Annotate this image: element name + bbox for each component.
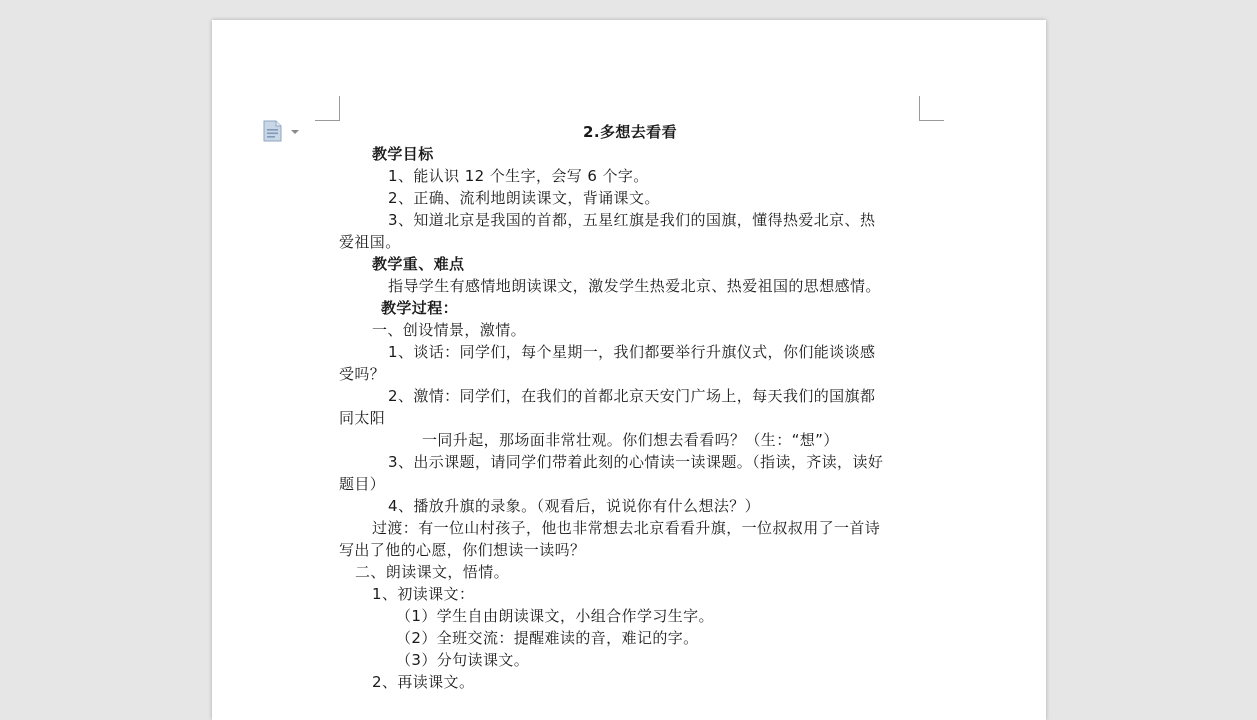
section-heading: 一、创设情景，激情。 [372, 321, 527, 339]
paragraph: （1）学生自由朗读课文，小组合作学习生字。 [396, 607, 714, 625]
heading-key-points: 教学重、难点 [372, 255, 465, 273]
heading-process: 教学过程： [381, 299, 459, 317]
paragraph: 1、谈话：同学们，每个星期一，我们都要举行升旗仪式，你们能谈谈感 [388, 343, 876, 361]
paragraph: 指导学生有感情地朗读课文，激发学生热爱北京、热爱祖国的思想感情。 [388, 277, 881, 295]
paragraph: 2、正确、流利地朗读课文，背诵课文。 [388, 189, 660, 207]
paragraph: 2、激情：同学们，在我们的首都北京天安门广场上，每天我们的国旗都 [388, 387, 876, 405]
paragraph: 过渡：有一位山村孩子，他也非常想去北京看看升旗，一位叔叔用了一首诗 [372, 519, 881, 537]
paragraph: 4、播放升旗的录象。（观看后，说说你有什么想法？） [388, 497, 761, 515]
paragraph: 同太阳 [339, 409, 386, 427]
paragraph: 3、出示课题，请同学们带着此刻的心情读一读课题。（指读，齐读，读好 [388, 453, 884, 471]
paragraph: 3、知道北京是我国的首都，五星红旗是我们的国旗，懂得热爱北京、热 [388, 211, 876, 229]
margin-corner-mark-right [919, 96, 944, 121]
paragraph: 题目） [339, 475, 386, 493]
heading-objectives: 教学目标 [372, 145, 434, 163]
paragraph: 1、能认识 12 个生字，会写 6 个字。 [388, 167, 649, 185]
document-title: 2.多想去看看 [583, 123, 677, 141]
paragraph: 受吗？ [339, 365, 386, 383]
document-body [339, 121, 921, 693]
paragraph: 2、再读课文。 [372, 673, 475, 691]
paragraph: 1、初读课文： [372, 585, 475, 603]
paragraph: （2）全班交流：提醒难读的音，难记的字。 [396, 629, 699, 647]
margin-corner-mark-left [315, 96, 340, 121]
section-heading: 二、朗读课文，悟情。 [355, 563, 510, 581]
paragraph: （3）分句读课文。 [396, 651, 530, 669]
paste-options-icon[interactable] [262, 120, 302, 142]
paragraph: 写出了他的心愿，你们想读一读吗？ [339, 541, 586, 559]
paragraph: 一同升起，那场面非常壮观。你们想去看看吗？（生：“想”） [422, 431, 839, 449]
paragraph: 爱祖国。 [339, 233, 401, 251]
